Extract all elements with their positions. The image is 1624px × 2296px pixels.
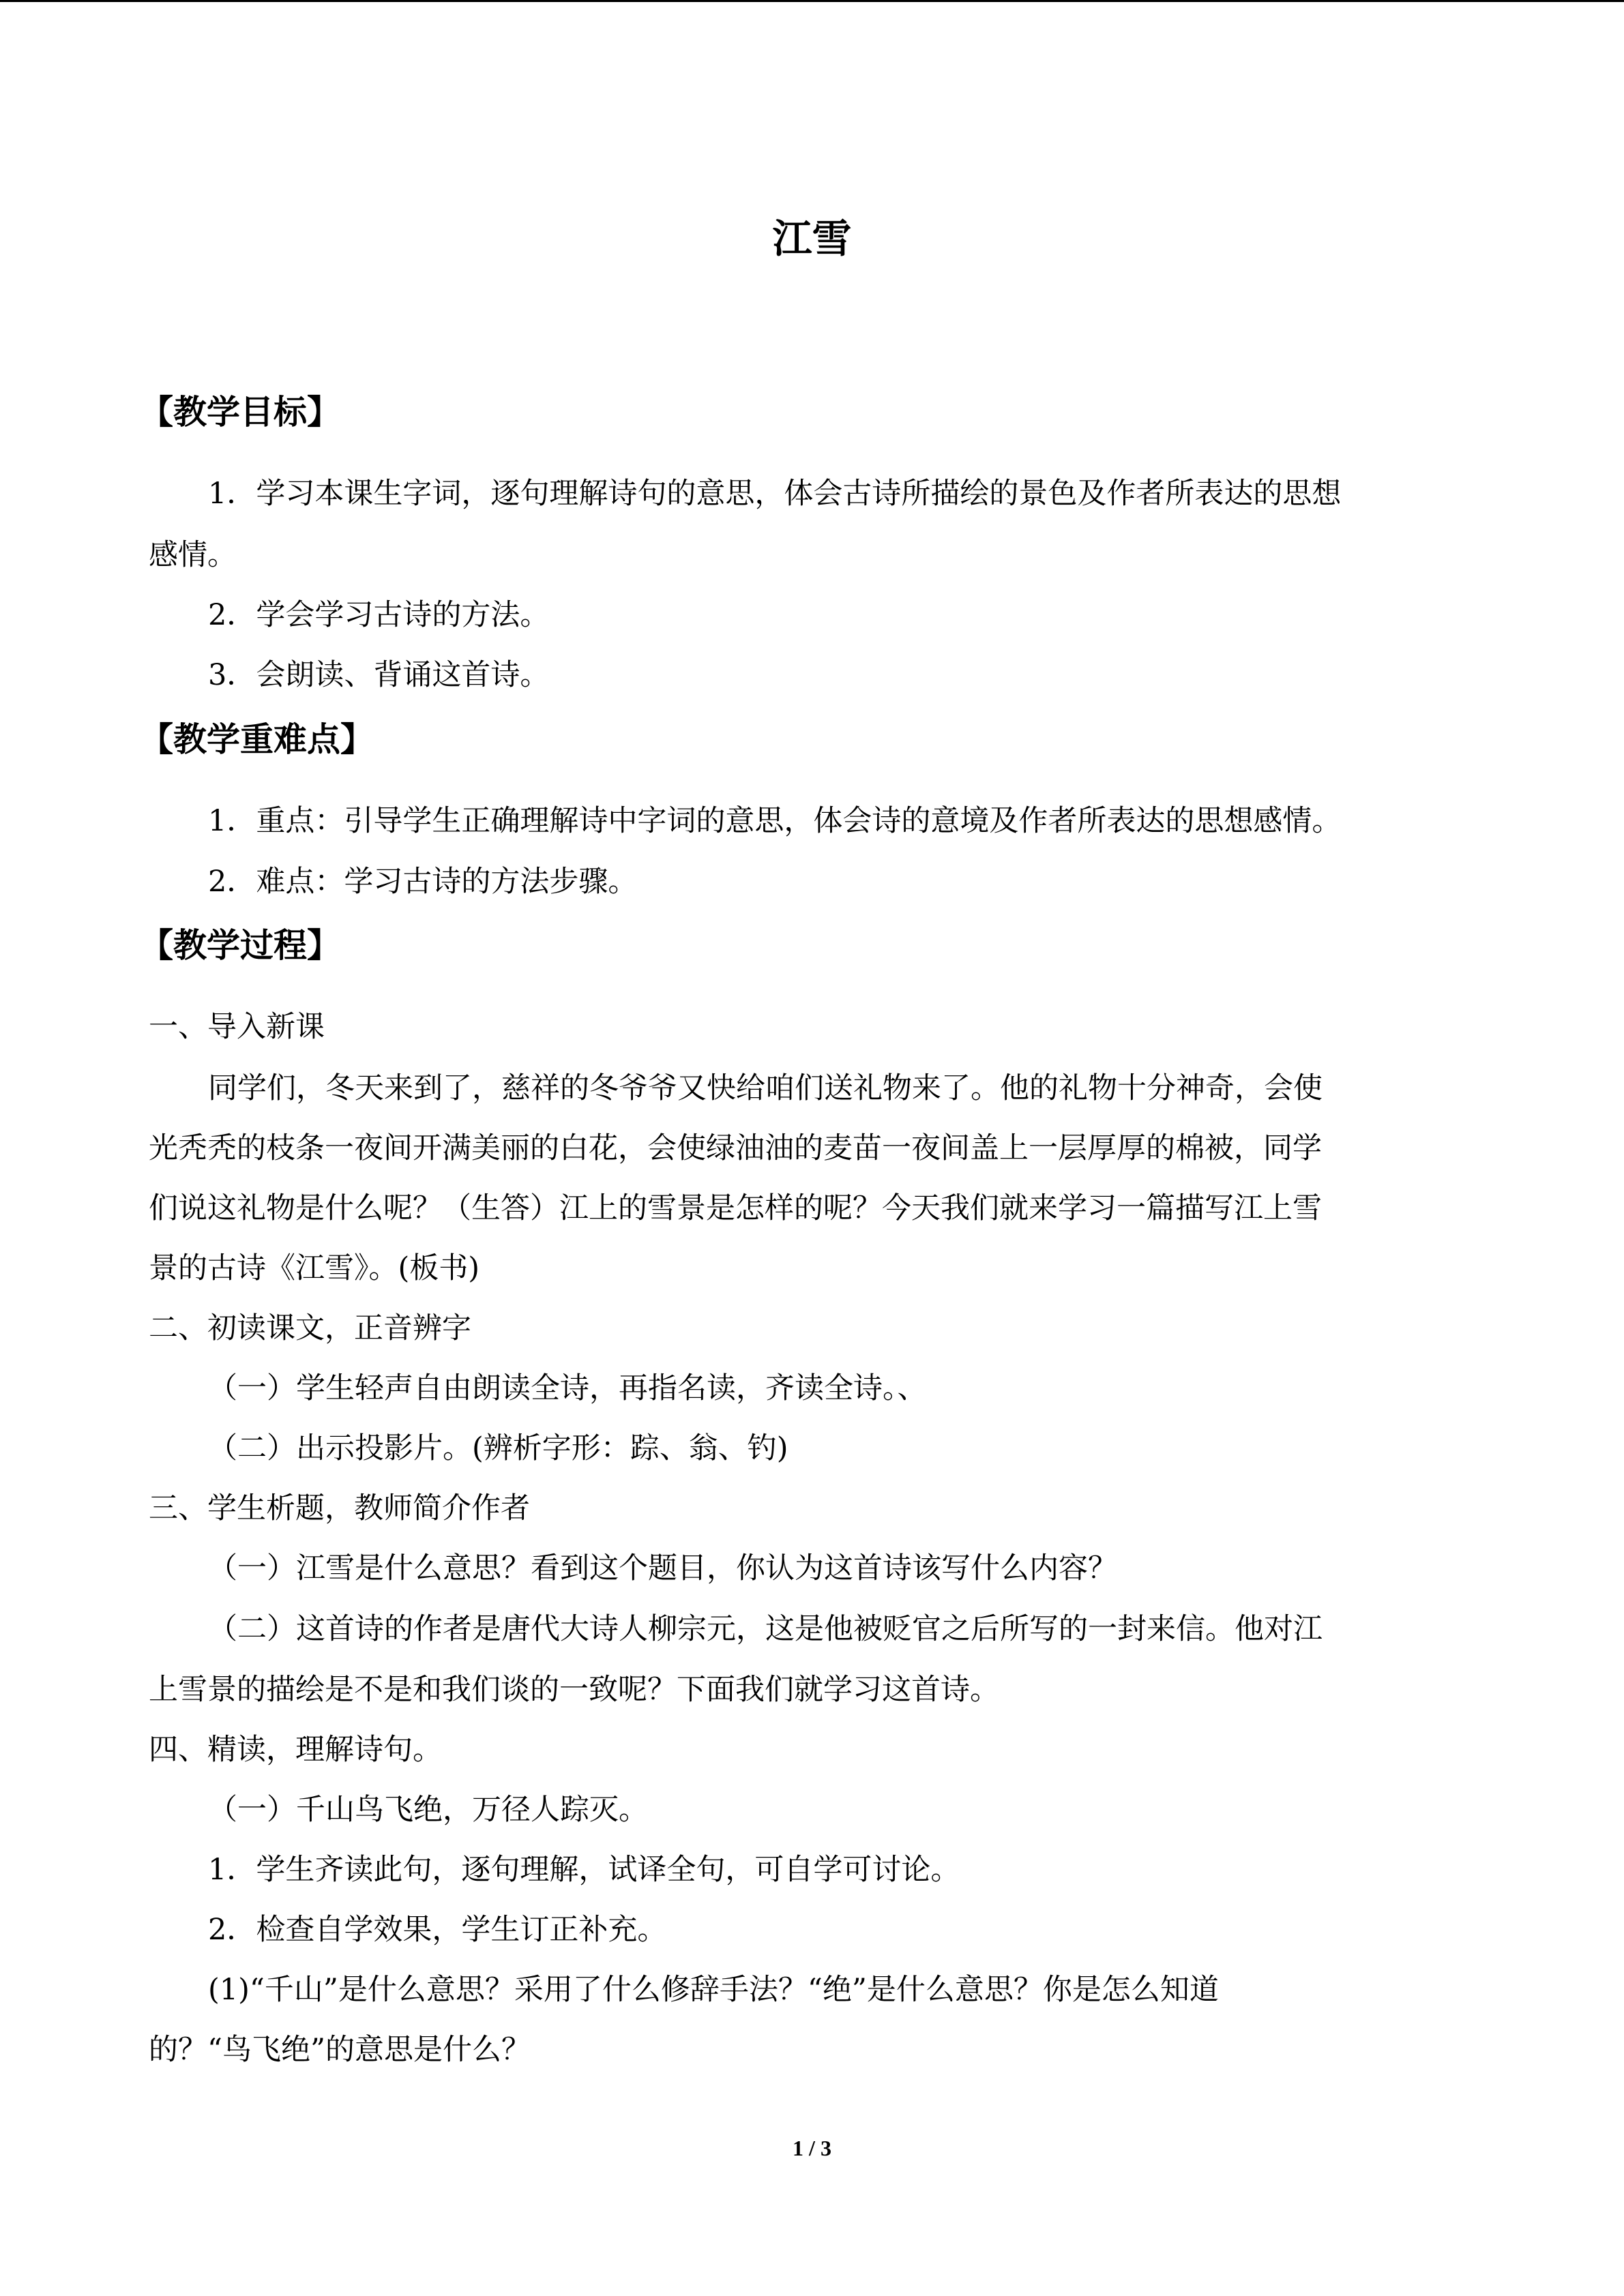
process-paragraph-line: （二）这首诗的作者是唐代大诗人柳宗元，这是他被贬官之后所写的一封来信。他对江 (208, 1612, 1323, 1646)
process-paragraph-line: 1．学生齐读此句，逐句理解，试译全句，可自学可讨论。 (208, 1853, 960, 1887)
top-border-line (0, 0, 1624, 2)
key-point-item: 1．重点：引导学生正确理解诗中字词的意思，体会诗的意境及作者所表达的思想感情。 (208, 804, 1342, 838)
process-paragraph-line: （一）千山鸟飞绝，万径人踪灭。 (208, 1793, 648, 1827)
process-paragraph-line: （二）出示投影片。(辨析字形：踪、翁、钓) (208, 1431, 788, 1465)
process-paragraph-line: （一）学生轻声自由朗读全诗，再指名读，齐读全诗。、 (208, 1371, 927, 1405)
process-subheading: 三、学生析题，教师简介作者 (149, 1491, 530, 1525)
process-subheading: 四、精读，理解诗句。 (149, 1733, 442, 1767)
objective-item: 1．学习本课生字词，逐句理解诗句的意思，体会古诗所描绘的景色及作者所表达的思想 (208, 477, 1342, 511)
process-paragraph-line: 们说这礼物是什么呢？（生答）江上的雪景是怎样的呢？今天我们就来学习一篇描写江上雪 (149, 1191, 1322, 1225)
process-paragraph-line: 光秃秃的枝条一夜间开满美丽的白花，会使绿油油的麦苗一夜间盖上一层厚厚的棉被，同学 (149, 1131, 1322, 1165)
objective-item-continuation: 感情。 (149, 538, 237, 572)
process-paragraph-line: 的？“鸟飞绝”的意思是什么？ (149, 2033, 531, 2067)
process-subheading: 二、初读课文，正音辨字 (149, 1311, 471, 1345)
process-paragraph-line: 景的古诗《江雪》。(板书) (149, 1251, 480, 1285)
page-number: 1 / 3 (793, 2136, 831, 2160)
process-paragraph-line: 上雪景的描绘是不是和我们谈的一致呢？下面我们就学习这首诗。 (149, 1673, 999, 1707)
process-subheading: 一、导入新课 (149, 1010, 325, 1044)
key-point-item: 2．难点：学习古诗的方法步骤。 (208, 865, 638, 899)
process-paragraph-line: (1)“千山”是什么意思？采用了什么修辞手法？“绝”是什么意思？你是怎么知道 (208, 1973, 1219, 2007)
process-paragraph-line: 同学们，冬天来到了，慈祥的冬爷爷又快给咱们送礼物来了。他的礼物十分神奇，会使 (208, 1071, 1323, 1105)
document-title: 江雪 (772, 215, 852, 262)
process-paragraph-line: 2．检查自学效果，学生订正补充。 (208, 1913, 667, 1947)
objective-item: 3．会朗读、背诵这首诗。 (208, 658, 550, 692)
objective-item: 2．学会学习古诗的方法。 (208, 598, 550, 632)
section-heading-process: 【教学过程】 (140, 926, 341, 965)
section-heading-objectives: 【教学目标】 (140, 393, 341, 432)
section-heading-key-points: 【教学重难点】 (140, 720, 374, 759)
process-paragraph-line: （一）江雪是什么意思？看到这个题目，你认为这首诗该写什么内容？ (208, 1551, 1117, 1585)
